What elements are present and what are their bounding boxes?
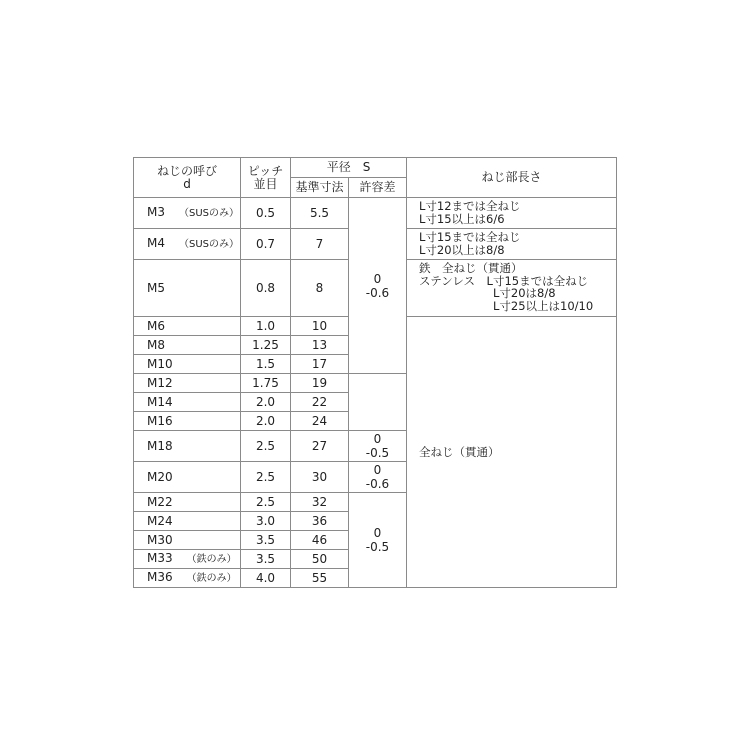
tolerance-upper: 0: [373, 526, 382, 540]
nominal-cell: [134, 431, 241, 462]
pitch-cell: 0.7: [241, 229, 291, 260]
pitch-cell: 2.0: [241, 412, 291, 431]
spec-table: [133, 157, 617, 588]
nominal-note: （鉄のみ）: [186, 554, 237, 565]
size-cell: 32: [291, 493, 349, 512]
thread-note-line: 鉄 全ねじ（貫通）: [419, 261, 523, 275]
thread-note-rest: 全ねじ（貫通）: [407, 317, 617, 588]
size-cell: 17: [291, 355, 349, 374]
nominal-size: M12: [147, 375, 173, 390]
pitch-cell: 1.25: [241, 336, 291, 355]
nominal-size: M4: [147, 236, 165, 250]
thread-note-m3: [407, 198, 617, 229]
pitch-cell: 0.5: [241, 198, 291, 229]
nominal-cell: [134, 550, 241, 569]
nominal-size: M22: [147, 494, 173, 509]
tolerance-cell: [349, 431, 407, 462]
nominal-cell: [134, 493, 241, 512]
nominal-size: M6: [147, 318, 165, 333]
size-cell: 13: [291, 336, 349, 355]
pitch-cell: 2.0: [241, 393, 291, 412]
nominal-note: （鉄のみ）: [186, 573, 237, 584]
nominal-cell: [134, 531, 241, 550]
tolerance-lower: -0.6: [365, 477, 390, 491]
size-cell: 30: [291, 462, 349, 493]
nominal-size: M24: [147, 513, 173, 528]
thread-note-line: L寸20は8/8: [493, 286, 556, 300]
size-cell: 10: [291, 317, 349, 336]
pitch-cell: 4.0: [241, 569, 291, 588]
tolerance-upper: 0: [373, 432, 382, 446]
size-cell: 27: [291, 431, 349, 462]
nominal-note: （SUSのみ）: [179, 239, 240, 250]
header-standard-size: 基準寸法: [291, 178, 349, 198]
pitch-cell: 2.5: [241, 431, 291, 462]
size-cell: 22: [291, 393, 349, 412]
nominal-cell: [134, 229, 241, 260]
header-flat-width: 平径 S: [291, 158, 407, 178]
pitch-cell: 2.5: [241, 462, 291, 493]
header-nominal-label: ねじの呼び: [156, 163, 217, 178]
size-cell: 8: [291, 260, 349, 317]
header-pitch: [241, 158, 291, 198]
size-cell: 19: [291, 374, 349, 393]
pitch-cell: 1.5: [241, 355, 291, 374]
tolerance-lower: -0.5: [365, 540, 390, 554]
size-cell: 5.5: [291, 198, 349, 229]
nominal-cell: [134, 569, 241, 588]
nominal-size: M20: [147, 469, 173, 484]
size-cell: 7: [291, 229, 349, 260]
nominal-size: M16: [147, 413, 173, 428]
tolerance-cell-blank: [349, 374, 407, 431]
thread-note-line: L寸12までは全ねじ: [419, 199, 521, 213]
nominal-size: M36: [147, 570, 173, 584]
pitch-cell: 3.5: [241, 550, 291, 569]
pitch-cell: 0.8: [241, 260, 291, 317]
tolerance-cell: [349, 493, 407, 588]
pitch-cell: 2.5: [241, 493, 291, 512]
nominal-size: M8: [147, 337, 165, 352]
nominal-cell: [134, 260, 241, 317]
nominal-cell: [134, 355, 241, 374]
header-pitch-label: ピッチ: [247, 163, 284, 178]
nominal-cell: [134, 374, 241, 393]
nominal-size: M3: [147, 205, 165, 219]
thread-note-line: ステンレス L寸15までは全ねじ: [419, 273, 589, 288]
nominal-cell: [134, 462, 241, 493]
nominal-size: M18: [147, 438, 173, 453]
nominal-size: M33: [147, 551, 173, 565]
thread-note-m4: [407, 229, 617, 260]
size-cell: 36: [291, 512, 349, 531]
thread-note-line: L寸25以上は10/10: [493, 298, 594, 313]
header-tolerance: 許容差: [349, 178, 407, 198]
size-cell: 50: [291, 550, 349, 569]
size-cell: 46: [291, 531, 349, 550]
nominal-cell: [134, 198, 241, 229]
size-cell: 24: [291, 412, 349, 431]
header-thread-length: ねじ部長さ: [407, 158, 617, 198]
header-pitch-sub: 並目: [253, 176, 278, 191]
tolerance-cell: [349, 198, 407, 374]
header-nominal: [134, 158, 241, 198]
size-cell: 55: [291, 569, 349, 588]
tolerance-upper: 0: [373, 271, 382, 286]
thread-note-m5: [407, 260, 617, 317]
nominal-cell: [134, 393, 241, 412]
thread-note-line: L寸15以上は6/6: [419, 211, 505, 226]
pitch-cell: 3.0: [241, 512, 291, 531]
pitch-cell: 3.5: [241, 531, 291, 550]
thread-note-line: L寸20以上は8/8: [419, 242, 505, 257]
table-row: [134, 198, 617, 229]
thread-note-line: L寸15までは全ねじ: [419, 230, 521, 244]
nominal-cell: [134, 336, 241, 355]
tolerance-lower: -0.5: [365, 446, 390, 460]
header-nominal-symbol: d: [183, 176, 191, 191]
tolerance-cell: [349, 462, 407, 493]
tolerance-lower: -0.6: [365, 285, 390, 300]
nominal-note: （SUSのみ）: [179, 208, 240, 219]
tolerance-upper: 0: [373, 463, 382, 477]
nominal-size: M30: [147, 532, 173, 547]
pitch-cell: 1.0: [241, 317, 291, 336]
nominal-cell: [134, 512, 241, 531]
nominal-size: M5: [147, 280, 165, 295]
nominal-size: M14: [147, 394, 173, 409]
nominal-cell: [134, 412, 241, 431]
pitch-cell: 1.75: [241, 374, 291, 393]
nominal-size: M10: [147, 356, 173, 371]
nominal-cell: [134, 317, 241, 336]
